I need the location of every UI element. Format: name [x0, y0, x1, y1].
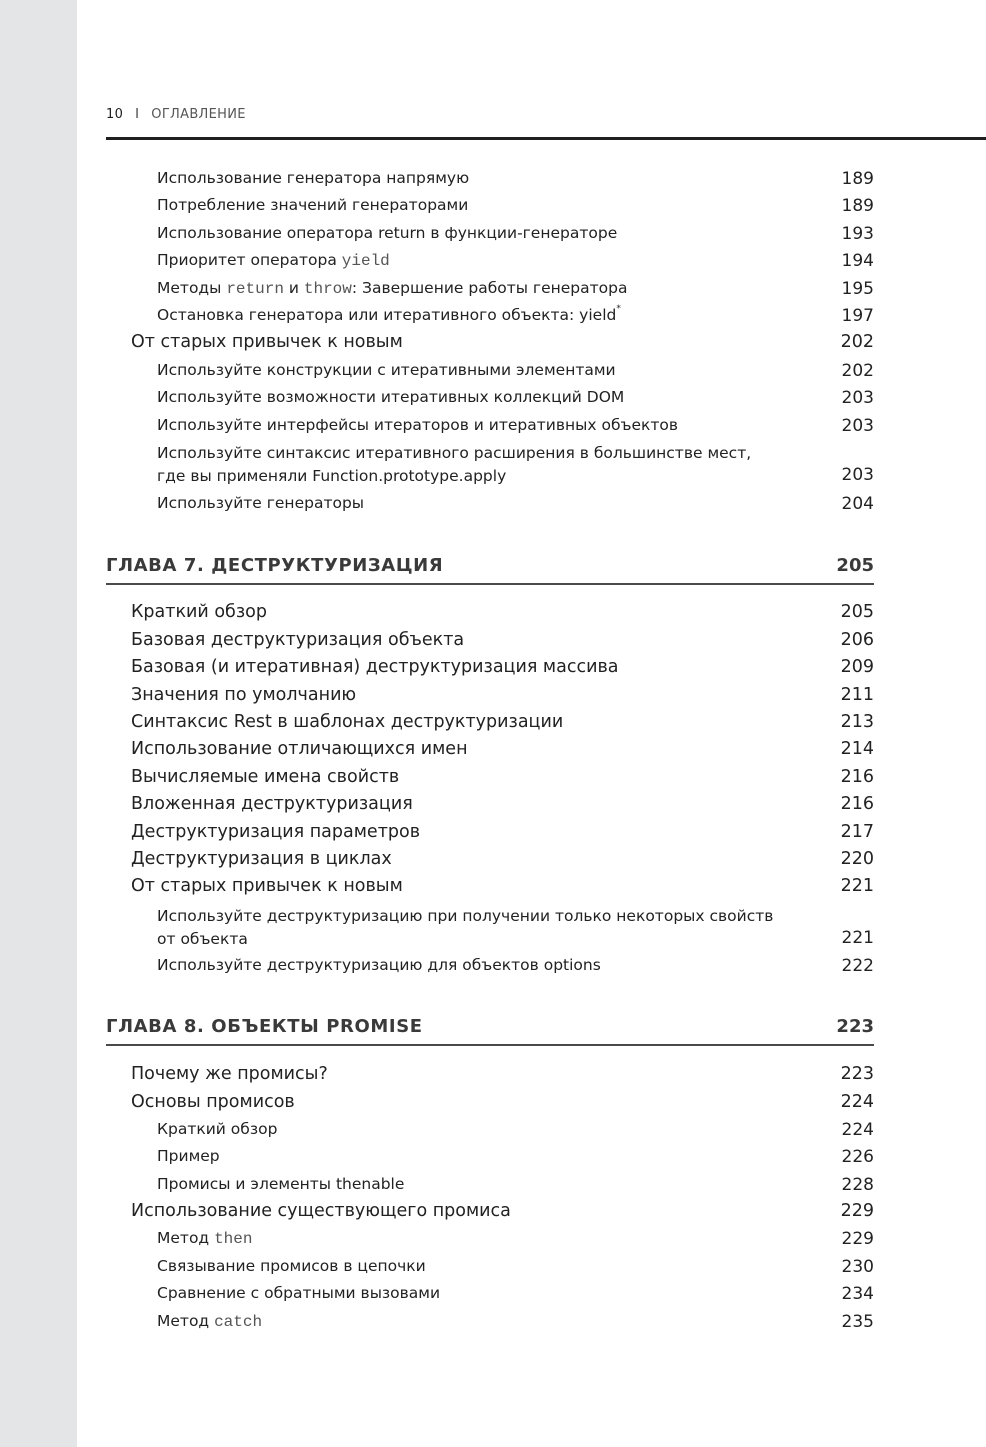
toc-entry-page: 234	[841, 1284, 874, 1304]
superscript-mark: *	[616, 304, 621, 314]
toc-entry-page: 203	[841, 465, 874, 485]
toc-entry-page: 205	[840, 602, 874, 622]
toc-entry-label: Вложенная деструктуризация	[131, 794, 413, 814]
toc-entry-page: 213	[840, 712, 874, 732]
toc-entry-label: Деструктуризация в циклах	[131, 849, 392, 869]
label-text: Метод	[157, 1312, 215, 1330]
toc-entry-label: Базовая (и итеративная) деструктуризация массива	[131, 657, 619, 677]
toc-entry-label: Используйте интерфейсы итераторов и итеративных объектов	[157, 416, 679, 434]
toc-entry-label-line1: Используйте деструктуризацию при получении только некоторых свойств	[157, 907, 774, 925]
toc-entry-page: 195	[841, 279, 874, 299]
toc-entry-page: 221	[841, 928, 874, 948]
toc-entry-page: 223	[840, 1064, 874, 1084]
toc-entry[interactable]	[0, 442, 874, 490]
toc-entry-label: Краткий обзор	[131, 602, 267, 622]
toc-entry-label: Используйте деструктуризацию для объектов options	[157, 956, 601, 974]
toc-entry-page: 202	[840, 332, 874, 352]
toc-entry-label: Значения по умолчанию	[131, 685, 357, 705]
toc-entry-label	[157, 279, 627, 298]
toc-entry-page: 228	[841, 1175, 874, 1195]
header-separator: I	[135, 107, 140, 122]
label-text: Методы	[157, 279, 227, 297]
code-keyword: return	[226, 280, 284, 298]
toc-entry-label: Использование отличающихся имен	[131, 739, 468, 759]
chapter-rule	[106, 1044, 874, 1046]
toc-entry-page: 229	[840, 1201, 874, 1221]
toc-entry-page: 189	[841, 196, 874, 216]
toc-entry-page: 217	[840, 822, 874, 842]
toc-entry-label: Почему же промисы?	[131, 1064, 328, 1084]
toc-entry-label: Пример	[157, 1147, 220, 1165]
toc-entry-page: 220	[840, 849, 874, 869]
toc-entry-label: Использование генератора напрямую	[157, 169, 470, 187]
toc-entry-label: Связывание промисов в цепочки	[157, 1257, 426, 1275]
toc-entry-page: 193	[841, 224, 874, 244]
toc-entry-page: 222	[841, 956, 874, 976]
toc-entry-label: Потребление значений генераторами	[157, 196, 469, 214]
toc-entry-page: 189	[841, 169, 874, 189]
toc-entry-page: 214	[840, 739, 874, 759]
toc-entry-label: Базовая деструктуризация объекта	[131, 630, 465, 650]
toc-entry-label: Используйте генераторы	[157, 494, 365, 512]
toc-entry-page: 211	[840, 685, 874, 705]
toc-entry-page: 203	[841, 388, 874, 408]
running-header	[106, 107, 246, 122]
toc-entry-label	[157, 251, 390, 270]
toc-entry-label: От старых привычек к новым	[131, 876, 403, 896]
toc-entry-label: Промисы и элементы thenable	[157, 1175, 405, 1193]
chapter-page: 205	[836, 555, 874, 576]
toc-entry-page: 229	[841, 1229, 874, 1249]
chapter-page: 223	[836, 1016, 874, 1037]
toc-entry-label: Используйте конструкции с итеративными элементами	[157, 361, 616, 379]
toc-entry-label: Сравнение с обратными вызовами	[157, 1284, 441, 1302]
toc-entry-page: 203	[841, 416, 874, 436]
label-text: Остановка генератора или итеративного объекта: yield	[157, 306, 617, 324]
label-text: и	[283, 279, 304, 297]
header-rule	[106, 137, 986, 140]
label-text: Приоритет оператора	[157, 251, 342, 269]
code-keyword: then	[214, 1230, 253, 1248]
chapter-rule	[106, 583, 874, 585]
toc-entry[interactable]	[0, 905, 874, 953]
toc-entry-label: Вычисляемые имена свойств	[131, 767, 400, 787]
toc-entry-label: Деструктуризация параметров	[131, 822, 421, 842]
toc-entry-label: Краткий обзор	[157, 1120, 278, 1138]
label-text: : Завершение работы генератора	[351, 279, 628, 297]
code-keyword: yield	[341, 252, 390, 270]
toc-entry-page: 226	[841, 1147, 874, 1167]
toc-entry-label	[157, 306, 621, 324]
toc-entry-page: 216	[840, 767, 874, 787]
toc-entry-page: 224	[840, 1092, 874, 1112]
toc-entry-label: Используйте возможности итеративных коллекций DOM	[157, 388, 625, 406]
toc-entry-page: 204	[841, 494, 874, 514]
toc-entry-label	[157, 1229, 252, 1248]
toc-entry-label: Использование существующего промиса	[131, 1201, 511, 1221]
toc-entry-page: 209	[840, 657, 874, 677]
toc-entry-label: Использование оператора return в функции-генераторе	[157, 224, 618, 242]
toc-entry-page: 224	[841, 1120, 874, 1140]
toc-entry-label	[157, 1312, 262, 1331]
toc-entry-label-line1: Используйте синтаксис итеративного расширения в большинстве мест,	[157, 444, 752, 462]
toc-entry-label: Основы промисов	[131, 1092, 295, 1112]
code-keyword: catch	[214, 1313, 263, 1331]
toc-entry-page: 235	[841, 1312, 874, 1332]
toc-entry-label: Синтаксис Rest в шаблонах деструктуризации	[131, 712, 564, 732]
chapter-title: ГЛАВА 8. ОБЪЕКТЫ PROMISE	[106, 1016, 423, 1037]
toc-entry-label-line2: от объекта	[157, 930, 248, 948]
toc-entry-page: 206	[840, 630, 874, 650]
toc-entry-page: 216	[840, 794, 874, 814]
section-title: ОГЛАВЛЕНИЕ	[151, 107, 246, 122]
code-keyword: throw	[303, 280, 352, 298]
toc-entry-label: От старых привычек к новым	[131, 332, 403, 352]
toc-entry-page: 194	[841, 251, 874, 271]
toc-entry-page: 202	[841, 361, 874, 381]
chapter-title: ГЛАВА 7. ДЕСТРУКТУРИЗАЦИЯ	[106, 555, 444, 576]
toc-entry-page: 230	[841, 1257, 874, 1277]
toc-entry-page: 197	[841, 306, 874, 326]
toc-entry-page: 221	[840, 876, 874, 896]
page-number: 10	[106, 107, 124, 122]
label-text: Метод	[157, 1229, 215, 1247]
toc-entry-label-line2: где вы применяли Function.prototype.apply	[157, 467, 507, 485]
page-gutter	[0, 0, 77, 1447]
